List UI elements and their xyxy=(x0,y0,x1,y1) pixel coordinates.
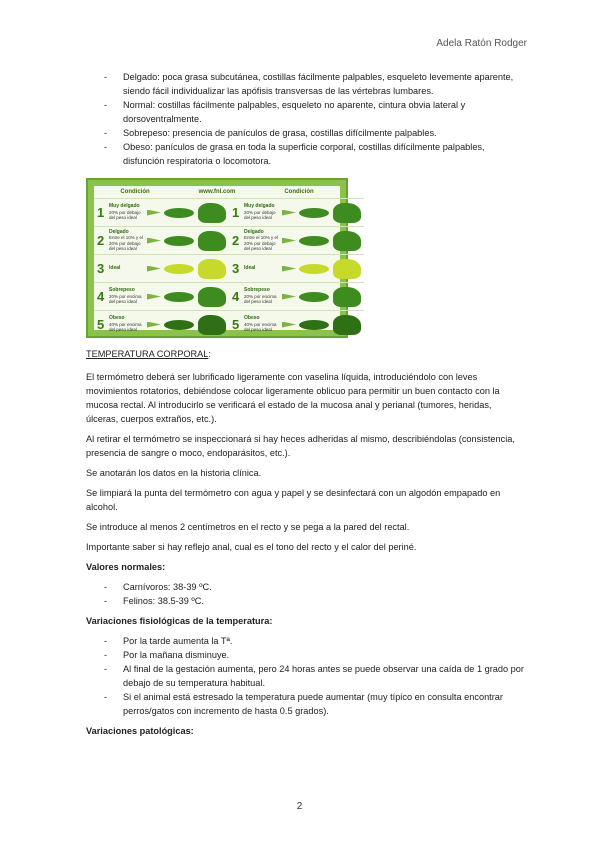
arrow-icon xyxy=(282,210,296,216)
arrow-icon xyxy=(147,294,161,300)
condition-row xyxy=(94,310,229,338)
condition-number: 1 xyxy=(232,204,240,220)
body-top-view-icon xyxy=(164,208,194,218)
list-item-condition: - Sobrepeso: presencia de panículos de grasa, costillas difícilmente palpables. xyxy=(104,128,437,138)
paragraph: El termómetro deberá ser lubrificado ligeramente con vaselina líquida, introduciéndolo con leves movimientos rotatorios, debiéndose colocar ligeramente oblicuo para permitir un buen contacto con la mucosa rectal. Al introducirlo se verificará el estado de la mucosa anal y perianal (tumores, heridas, úlceras, cuerpos extraños, etc.). xyxy=(86,372,500,424)
cat-silhouette-icon xyxy=(333,315,361,335)
dog-silhouette-icon xyxy=(198,287,226,307)
body-top-view-icon xyxy=(299,320,329,330)
list-item: - Al final de la gestación aumenta, pero 24 horas antes se puede observar una caída de 1 grado por debajo de su temperatura habitual. xyxy=(104,664,524,688)
condition-label: Muy delgado 20% por debajo del peso ideal xyxy=(244,203,276,221)
arrow-icon xyxy=(147,322,161,328)
condition-label: Sobrepeso 20% por encima del peso ideal xyxy=(244,287,277,305)
section-heading-temperatura: TEMPERATURA CORPORAL: xyxy=(86,349,211,359)
list-item: - Si el animal está estresado la temperatura puede aumentar (muy típico en consulta encontrar perros/gatos con incremento de hasta 0.5 grados). xyxy=(104,692,503,716)
paragraph: Al retirar el termómetro se inspeccionará si hay heces adheridas al mismo, describiéndolas (consistencia, presencia de sangre o moco, endoparásitos, etc.). xyxy=(86,434,515,458)
condition-text: panículos de grasa en toda la superficie corporal, costillas difícilmente palpables, disfunción respiratoria o locomotora. xyxy=(123,142,485,166)
dog-silhouette-icon xyxy=(198,259,226,279)
arrow-icon xyxy=(282,238,296,244)
figure-site: www.fnl.com xyxy=(198,189,236,195)
body-top-view-icon xyxy=(164,236,194,246)
paragraph: Se introduce al menos 2 centímetros en el recto y se pega a la pared del rectal. xyxy=(86,522,410,532)
condition-number: 2 xyxy=(97,232,105,248)
list-item: - Carnívoros: 38-39 ºC. xyxy=(104,582,212,592)
list-item-condition: - Normal: costillas fácilmente palpables, esqueleto no aparente, cintura obvia lateral y dorsoventralmente. xyxy=(104,100,466,124)
condition-number: 1 xyxy=(97,204,105,220)
arrow-icon xyxy=(147,238,161,244)
body-top-view-icon xyxy=(299,208,329,218)
condition-row xyxy=(229,198,364,226)
page-content xyxy=(86,70,526,738)
condition-label: Sobrepeso 20% por encima del peso ideal xyxy=(109,287,142,305)
list-item-condition: - Obeso: panículos de grasa en toda la superficie corporal, costillas difícilmente palpables, disfunción respiratoria o locomotora. xyxy=(104,142,485,166)
condition-number: 2 xyxy=(232,232,240,248)
condition-text: costillas fácilmente palpables, esqueleto no aparente, cintura obvia lateral y dorsoventralmente. xyxy=(123,100,466,124)
cat-silhouette-icon xyxy=(333,203,361,223)
cat-column xyxy=(229,198,364,338)
list-item: - Por la mañana disminuye. xyxy=(104,650,230,660)
arrow-icon xyxy=(282,322,296,328)
condition-number: 3 xyxy=(232,260,240,276)
condition-row xyxy=(229,282,364,310)
condition-row xyxy=(94,282,229,310)
page-number: 2 xyxy=(296,801,303,812)
cat-silhouette-icon xyxy=(333,287,361,307)
condition-row xyxy=(94,198,229,226)
cat-silhouette-icon xyxy=(333,259,361,279)
condition-label: Normal: xyxy=(123,100,156,110)
condition-label: Delgado Entre el 10% y el 20% por debajo del peso ideal xyxy=(244,228,279,251)
condition-label: Ideal xyxy=(109,264,121,271)
paragraph: Importante saber si hay reflejo anal, cual es el tono del recto y el calor del periné. xyxy=(86,542,417,552)
body-top-view-icon xyxy=(164,320,194,330)
arrow-icon xyxy=(282,294,296,300)
arrow-icon xyxy=(147,210,161,216)
arrow-icon xyxy=(147,266,161,272)
arrow-icon xyxy=(282,266,296,272)
condition-text: poca grasa subcutánea, costillas fácilmente palpables, esqueleto levemente aparente, siendo fácil individualizar las apófisis transversas de las vértebras lumbares. xyxy=(123,72,514,96)
condition-label: Delgado: xyxy=(123,72,160,82)
condition-number: 3 xyxy=(97,260,105,276)
cat-silhouette-icon xyxy=(333,231,361,251)
figure-col-header: Condición xyxy=(284,189,314,195)
dog-silhouette-icon xyxy=(198,203,226,223)
dog-silhouette-icon xyxy=(198,231,226,251)
condition-text: presencia de panículos de grasa, costillas difícilmente palpables. xyxy=(170,128,437,138)
condition-number: 5 xyxy=(97,316,105,332)
figure-col-header: Condición xyxy=(120,189,150,195)
paragraph: Se anotarán los datos en la historia clínica. xyxy=(86,468,262,478)
condition-label: Delgado Entre el 10% y el 20% por debajo del peso ideal xyxy=(109,228,144,251)
condition-number: 4 xyxy=(97,288,105,304)
condition-row xyxy=(94,254,229,282)
section-heading-fisiologicas: Variaciones fisiológicas de la temperatura: xyxy=(86,616,273,626)
condition-number: 5 xyxy=(232,316,240,332)
body-condition-chart-image xyxy=(86,178,348,338)
condition-row xyxy=(229,310,364,338)
condition-label: Muy delgado 20% por debajo del peso ideal xyxy=(109,203,141,221)
condition-label: Ideal xyxy=(244,264,256,271)
condition-row xyxy=(229,226,364,254)
body-top-view-icon xyxy=(299,292,329,302)
page-header-author: Adela Ratón Rodger xyxy=(436,38,527,49)
paragraph: Se limpiará la punta del termómetro con agua y papel y se desinfectará con un algodón empapado en alcohol. xyxy=(86,488,501,512)
condition-row xyxy=(94,226,229,254)
list-item: - Felinos: 38.5-39 ºC. xyxy=(104,596,204,606)
section-heading-valores: Valores normales: xyxy=(86,562,166,572)
condition-number: 4 xyxy=(232,288,240,304)
body-top-view-icon xyxy=(164,292,194,302)
body-top-view-icon xyxy=(299,236,329,246)
condition-label: Obeso 40% por encima del peso ideal xyxy=(109,315,142,333)
dog-column xyxy=(94,198,229,338)
body-top-view-icon xyxy=(299,264,329,274)
list-item-condition: - Delgado: poca grasa subcutánea, costillas fácilmente palpables, esqueleto levemente aparente, siendo fácil individualizar las apófisis transversas de las vértebras lumbares. xyxy=(104,72,514,96)
condition-label: Sobrepeso: xyxy=(123,128,170,138)
body-top-view-icon xyxy=(164,264,194,274)
condition-label: Obeso 40% por encima del peso ideal xyxy=(244,315,277,333)
list-item: - Por la tarde aumenta la Tª. xyxy=(104,636,233,646)
condition-label: Obeso: xyxy=(123,142,153,152)
dog-silhouette-icon xyxy=(198,315,226,335)
condition-row xyxy=(229,254,364,282)
section-heading-patologicas: Variaciones patológicas: xyxy=(86,726,194,736)
